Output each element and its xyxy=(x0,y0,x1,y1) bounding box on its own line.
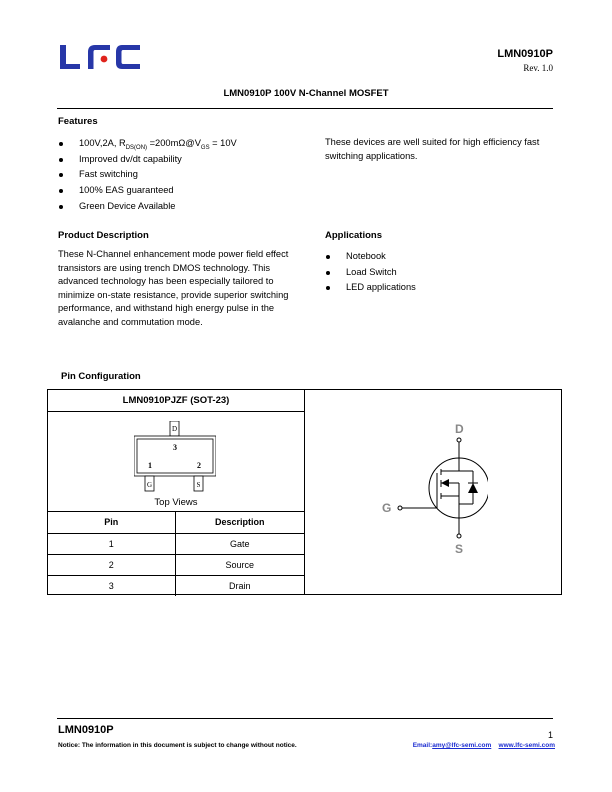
pkg-pin2-number: 2 xyxy=(197,461,201,470)
pin-number-cell: 1 xyxy=(48,533,175,554)
page-number: 1 xyxy=(547,730,553,740)
column-divider xyxy=(304,390,305,594)
applications-list xyxy=(324,249,524,296)
pin-description-table xyxy=(48,512,304,596)
table-row xyxy=(48,575,304,596)
pkg-pin3-number: 3 xyxy=(173,443,177,452)
product-description-text: These N-Channel enhancement mode power field effect transistors are using trench DMOS technology. This advanced technology has been especially tailored to minimize on-state resistance, provide superior switching performance, and withstand high energy pulse in the avalanche and commutation mode. xyxy=(58,249,289,327)
drain-label: D xyxy=(455,422,464,436)
source-label: S xyxy=(455,542,464,556)
n-channel-mosfet-symbol xyxy=(378,416,488,556)
footer-notice: Notice: The information in this document is subject to change without notice. xyxy=(58,742,297,749)
pkg-label-s: S xyxy=(196,481,201,489)
features-list xyxy=(57,136,317,214)
list-item: Load Switch xyxy=(324,265,524,281)
pkg-label-d: D xyxy=(171,425,178,433)
pin-number-cell: 3 xyxy=(48,575,175,596)
applications-heading: Applications xyxy=(325,230,383,241)
features-heading: Features xyxy=(58,116,98,127)
table-row xyxy=(48,533,304,554)
feature-item-rating: 100V,2A, $R_{DS(ON)}$ $=200m\Omega@V_{GS} = 10V$ xyxy=(57,136,317,152)
column-header-pin: Pin xyxy=(48,512,175,533)
revision: Rev. 1.0 xyxy=(523,63,553,73)
document-title: LMN0910P 100V N-Channel MOSFET xyxy=(223,88,389,99)
table-header-row xyxy=(48,512,304,533)
row-divider xyxy=(48,411,304,412)
pin-description-cell: Gate xyxy=(175,533,304,554)
list-item: 100% EAS guaranteed xyxy=(57,183,317,199)
website-link[interactable]: www.lfc-semi.com xyxy=(498,742,555,749)
footer-divider xyxy=(57,718,553,719)
email-link[interactable]: amy@lfc-semi.com xyxy=(432,742,492,749)
header-divider xyxy=(57,108,553,109)
list-item: Fast switching xyxy=(57,167,317,183)
list-item: LED applications xyxy=(324,280,524,296)
pkg-pin1-number: 1 xyxy=(148,461,152,470)
list-item: Improved dv/dt capability xyxy=(57,152,317,168)
table-row xyxy=(48,554,304,575)
list-item: Green Device Available xyxy=(57,199,317,215)
package-title: LMN0910PJZF (SOT-23) xyxy=(122,395,230,406)
email-label: Email: xyxy=(412,742,433,749)
pin-number-cell: 2 xyxy=(48,554,175,575)
pin-configuration-heading: Pin Configuration xyxy=(61,371,141,382)
product-description-heading: Product Description xyxy=(58,230,149,241)
footer-contact xyxy=(413,742,555,749)
top-views-caption: Top Views xyxy=(154,497,198,508)
pkg-label-g: G xyxy=(146,481,153,489)
gate-label: G xyxy=(382,501,392,515)
footer-part-number: LMN0910P xyxy=(58,724,114,736)
header-part-number: LMN0910P xyxy=(497,48,553,60)
lfc-logo xyxy=(58,44,142,70)
pin-configuration-table xyxy=(47,389,562,595)
sot23-package-diagram xyxy=(134,421,216,493)
list-item: Notebook xyxy=(324,249,524,265)
pin-description-cell: Drain xyxy=(228,580,251,591)
column-header-description: Description xyxy=(175,512,304,533)
pin-description-cell: Source xyxy=(175,554,304,575)
features-side-text: These devices are well suited for high efficiency fast switching applications. xyxy=(325,137,540,161)
